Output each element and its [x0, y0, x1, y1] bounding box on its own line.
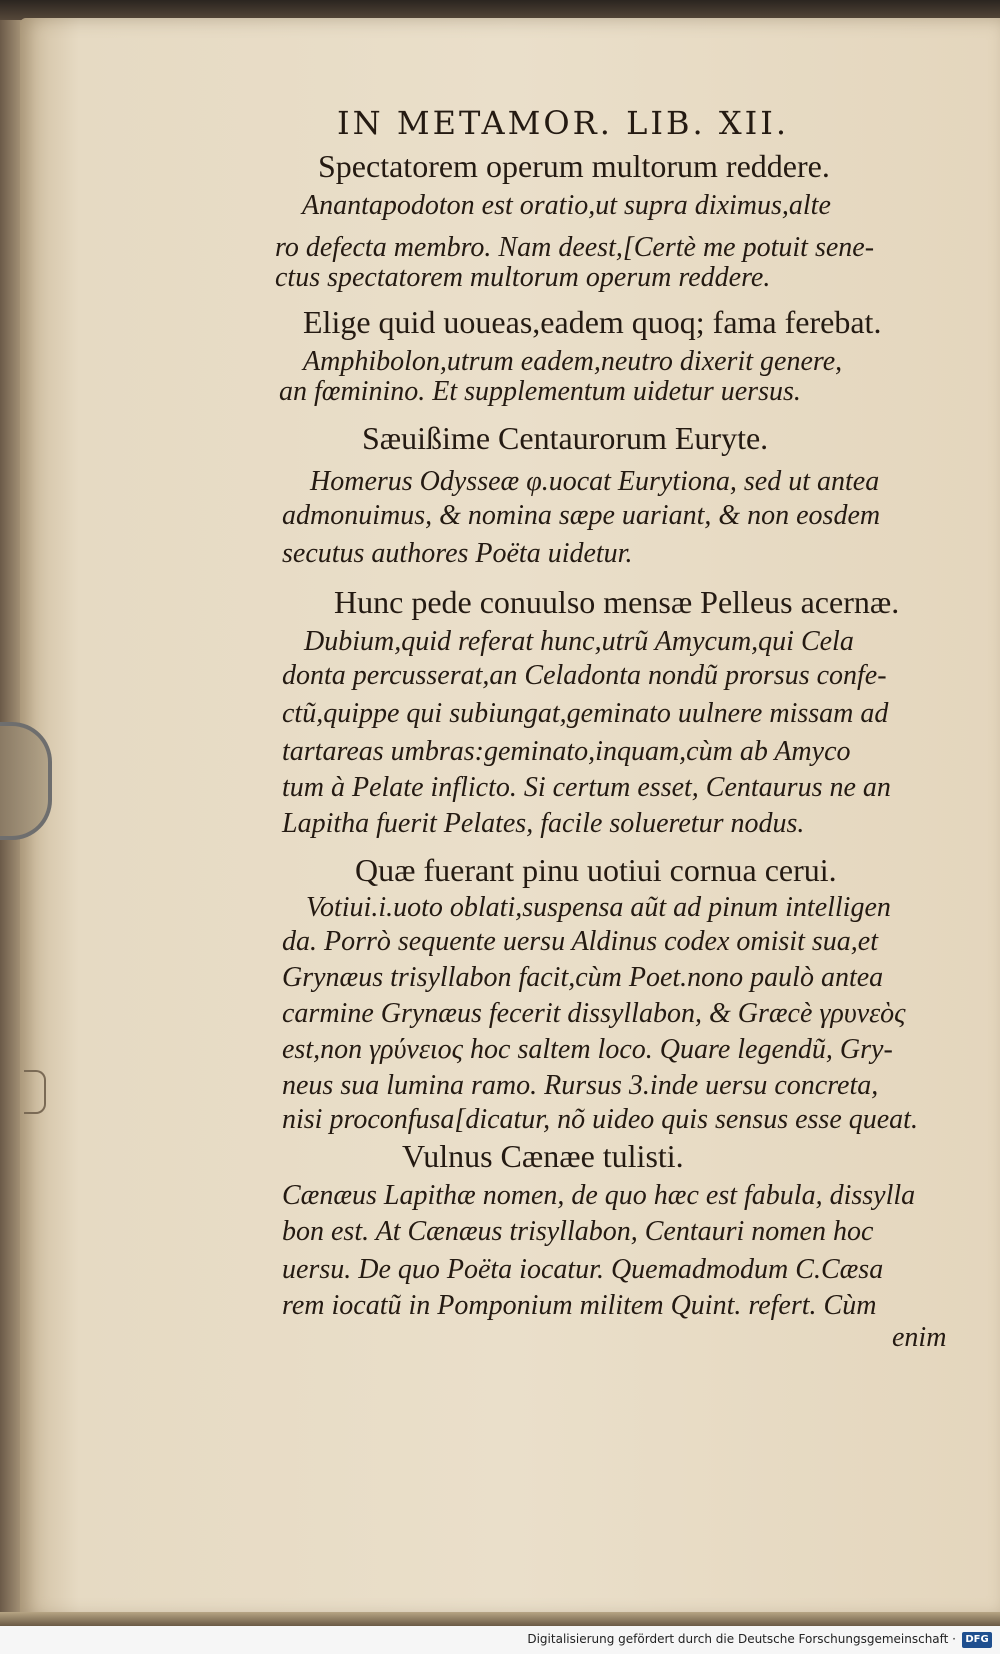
commentary-line: Anantapodoton est oratio,ut supra diximus,alte: [302, 190, 831, 221]
commentary-line: ro defecta membro. Nam deest,[Certè me potuit sene-: [275, 232, 875, 263]
commentary-line: est,non γρύνειος hoc saltem loco. Quare legendũ, Gry-: [282, 1034, 893, 1065]
commentary-line: Grynæus trisyllabon facit,cùm Poet.nono paulò antea: [282, 962, 884, 993]
commentary-line: Homerus Odysseæ φ.uocat Eurytiona, sed ut antea: [310, 466, 880, 497]
lemma-line: Elige quid uoueas,eadem quoq; fama ferebat.: [303, 304, 882, 340]
commentary-line: an fœminino. Et supplementum uidetur uersus.: [279, 376, 801, 407]
commentary-line: Dubium,quid referat hunc,utrũ Amycum,qui Cela: [304, 626, 854, 657]
commentary-line: neus sua lumina ramo. Rursus 3.inde uersu concreta,: [282, 1070, 879, 1101]
commentary-line: secutus authores Poëta uidetur.: [282, 538, 633, 569]
clasp-ring: [0, 722, 52, 840]
lemma-line: Sæuißime Centaurorum Euryte.: [362, 420, 769, 456]
commentary-line: admonuimus, & nomina sæpe uariant, & non eosdem: [282, 500, 881, 531]
commentary-line: Votiui.i.uoto oblati,suspensa aũt ad pinum intelligen: [306, 892, 891, 923]
commentary-line: nisi proconfusa[dicatur, nõ uideo quis sensus esse queat.: [282, 1104, 918, 1135]
commentary-line: Lapitha fuerit Pelates, facile solueretur nodus.: [282, 808, 805, 839]
commentary-line: tum à Pelate inflicto. Si certum esset, Centaurus ne an: [282, 772, 891, 803]
commentary-line: da. Porrò sequente uersu Aldinus codex omisit sua,et: [282, 926, 878, 957]
running-header: IN METAMOR. LIB. XII.: [337, 104, 790, 142]
commentary-line: bon est. At Cænæus trisyllabon, Centauri nomen hoc: [282, 1216, 874, 1247]
commentary-line: ctũ,quippe qui subiungat,geminato uulnere missam ad: [282, 698, 889, 729]
catchword: enim: [892, 1322, 947, 1353]
commentary-line: ctus spectatorem multorum operum reddere.: [275, 262, 771, 293]
commentary-line: rem iocatũ in Pomponium militem Quint. refert. Cùm: [282, 1290, 877, 1321]
lemma-line: Hunc pede conuulso mensæ Pelleus acernæ.: [334, 584, 900, 620]
commentary-line: donta percusserat,an Celadonta nondũ prorsus confe-: [282, 660, 887, 691]
lemma-line: Vulnus Cænæe tulisti.: [402, 1138, 684, 1174]
page-edge-nick: [24, 1070, 46, 1114]
lemma-line: Spectatorem operum multorum reddere.: [318, 148, 830, 184]
digitization-credit: Digitalisierung gefördert durch die Deutsche Forschungsgemeinschaft ·: [527, 1632, 956, 1646]
commentary-line: Amphibolon,utrum eadem,neutro dixerit genere,: [303, 346, 843, 377]
lemma-line: Quæ fuerant pinu uotiui cornua cerui.: [355, 852, 837, 888]
book-bottom-edge: [0, 1612, 1000, 1626]
dfg-logo: DFG: [962, 1632, 992, 1648]
commentary-line: Cænæus Lapithæ nomen, de quo hæc est fabula, dissylla: [282, 1180, 916, 1211]
commentary-line: uersu. De quo Poëta iocatur. Quemadmodum C.Cæsa: [282, 1254, 884, 1285]
commentary-line: tartareas umbras:geminato,inquam,cùm ab Amyco: [282, 736, 851, 767]
commentary-line: carmine Grynæus fecerit dissyllabon, & Græcè γρυνεὸς: [282, 998, 906, 1029]
